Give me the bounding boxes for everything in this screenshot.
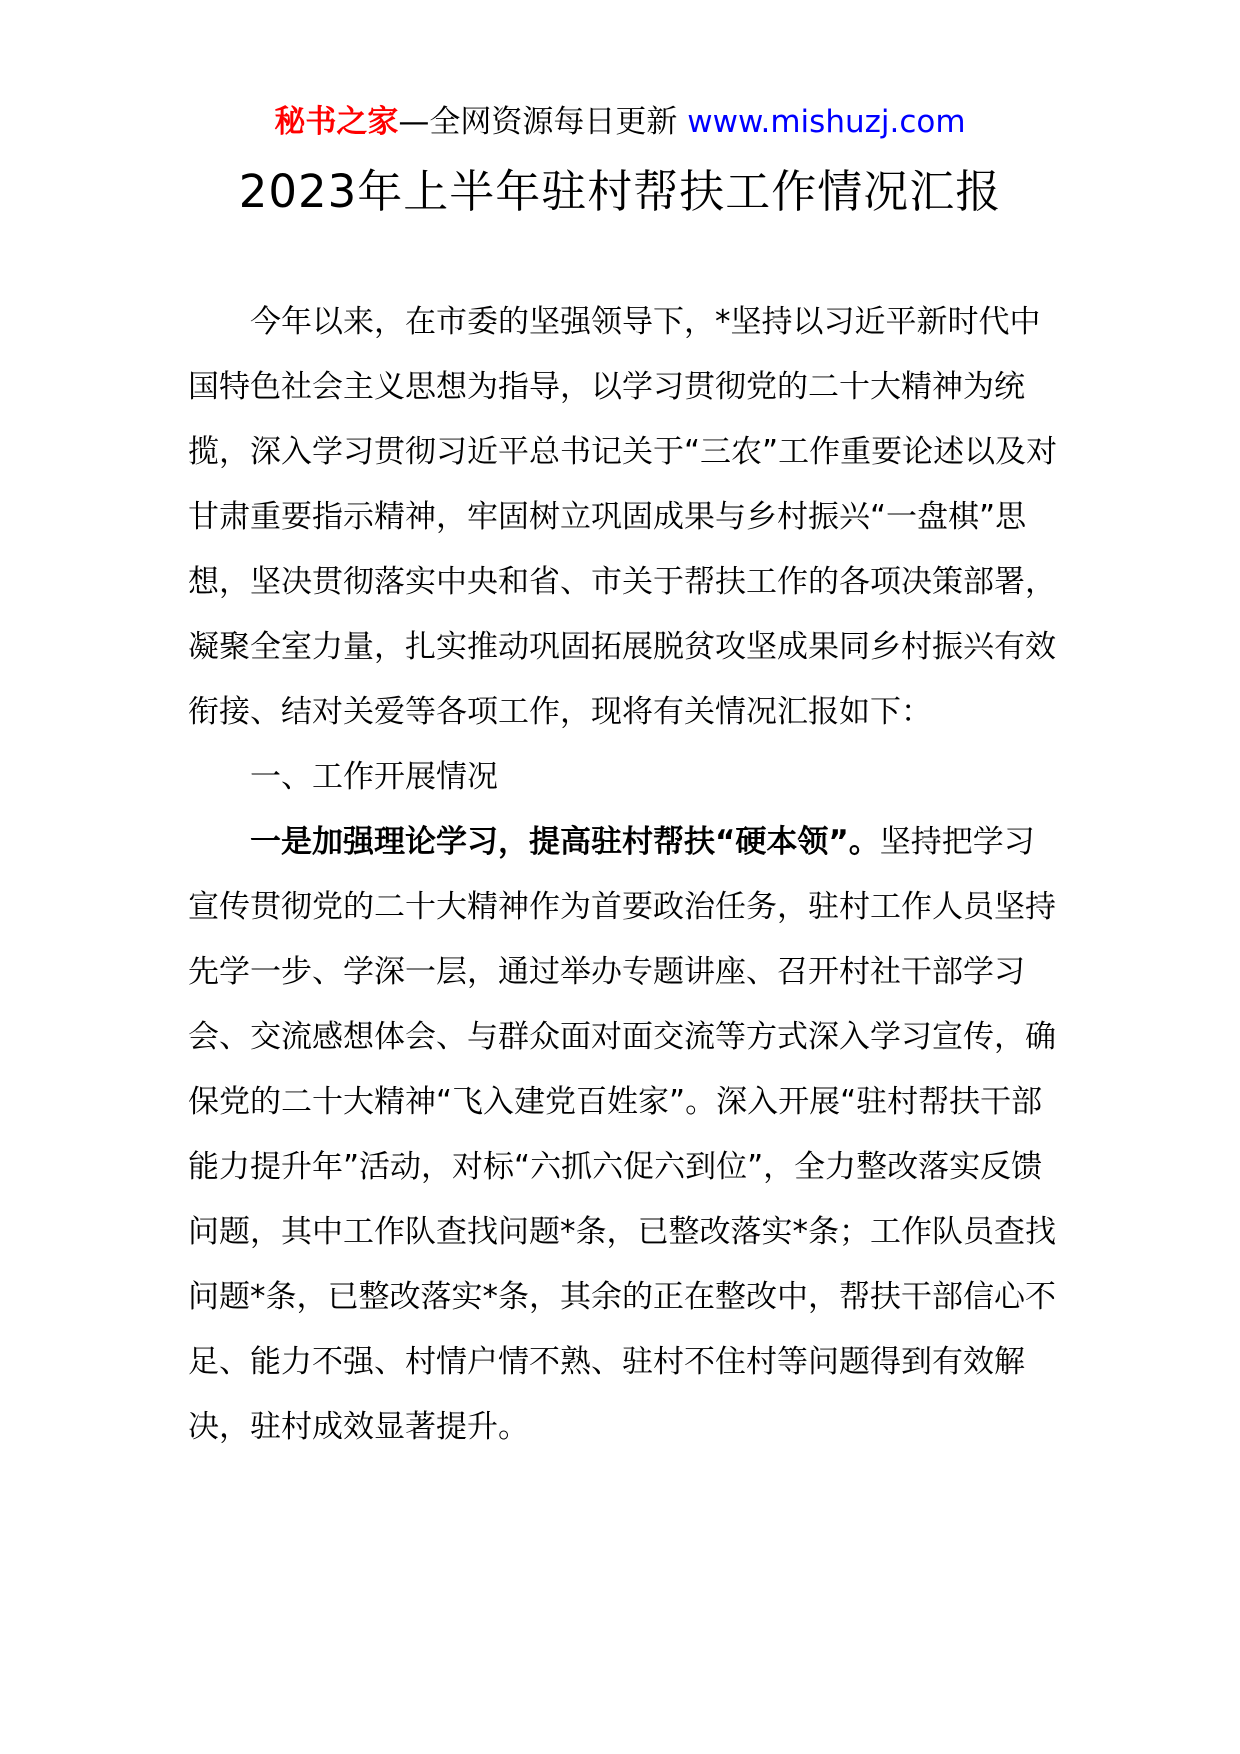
watermark-slogan: —全网资源每日更新	[398, 104, 678, 140]
intro-paragraph: 今年以来，在市委的坚强领导下，*坚持以习近平新时代中国特色社会主义思想为指导，以学习贯彻党的二十大精神为统揽，深入学习贯彻习近平总书记关于“三农”工作重要论述以及对甘肃重要指示精神，牢固树立巩固成果与乡村振兴“一盘棋”思想，坚决贯彻落实中央和省、市关于帮扶工作的各项决策部署，凝聚全室力量，扎实推动巩固拓展脱贫攻坚成果同乡村振兴有效衔接、结对关爱等各项工作，现将有关情况汇报如下：	[188, 304, 1058, 730]
watermark-banner	[0, 100, 1240, 144]
document-body	[188, 290, 1058, 1460]
watermark-brand: 秘书之家	[274, 104, 399, 140]
point-1-lead: 一是加强理论学习，提高驻村帮扶“硬本领”。	[250, 824, 880, 860]
watermark-url: www.mishuzj.com	[687, 104, 966, 140]
point-1-paragraph	[188, 810, 1058, 1460]
document-title: 2023年上半年驻村帮扶工作情况汇报	[238, 165, 1002, 218]
point-1-body: 坚持把学习宣传贯彻党的二十大精神作为首要政治任务，驻村工作人员坚持先学一步、学深一层，通过举办专题讲座、召开村社干部学习会、交流感想体会、与群众面对面交流等方式深入学习宣传，确保党的二十大精神“飞入建党百姓家”。深入开展“驻村帮扶干部能力提升年”活动，对标“六抓六促六到位”，全力整改落实反馈问题，其中工作队查找问题*条，已整改落实*条；工作队员查找问题*条，已整改落实*条，其余的正在整改中，帮扶干部信心不足、能力不强、村情户情不熟、驻村不住村等问题得到有效解决，驻村成效显著提升。	[188, 824, 1056, 1445]
section-heading: 一、工作开展情况	[250, 759, 498, 795]
